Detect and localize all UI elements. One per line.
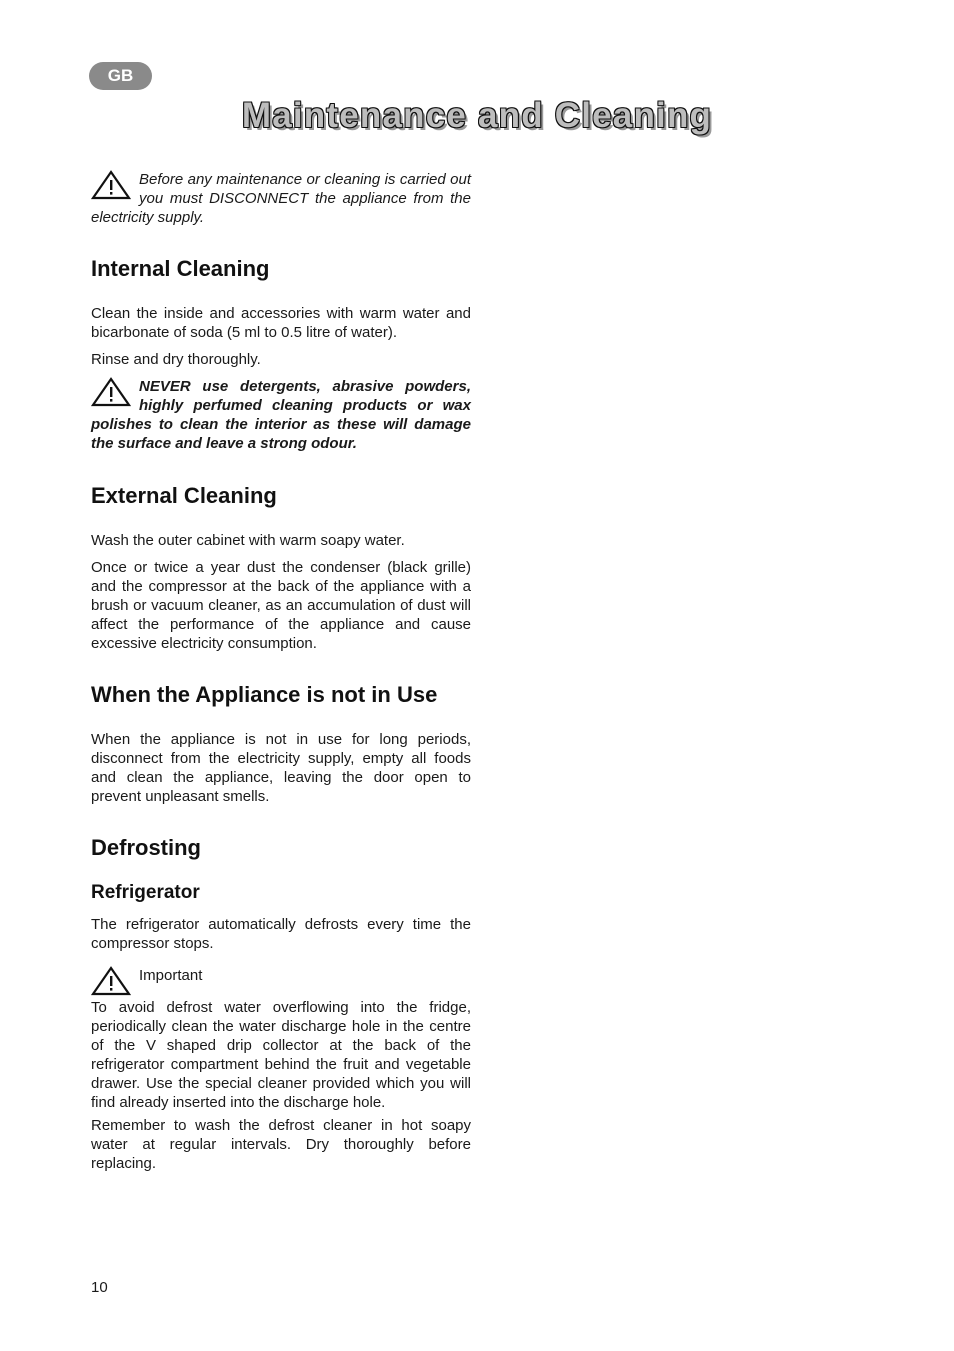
defrosting-text-2: To avoid defrost water overflowing into the fridge, periodically clean the water discharge hole in the centre of the V shaped drip collector at the back of the refrigerator compartment behind the fruit and vegetable drawer. Use the special cleaner provided which you will find already inserted into the discharge hole. <box>91 999 471 1111</box>
important-note <box>91 966 471 998</box>
detergent-warning <box>91 377 471 453</box>
external-cleaning-text-1: Wash the outer cabinet with warm soapy water. <box>91 532 405 549</box>
detergent-warning-text: NEVER use detergents, abrasive powders, highly perfumed cleaning products or wax polishes to clean the interior as these will damage the surface and leave a strong odour. <box>91 378 471 452</box>
internal-cleaning-text-1: Clean the inside and accessories with warm water and bicarbonate of soda (5 ml to 0.5 litre of water). <box>91 305 471 341</box>
defrosting-text-3: Remember to wash the defrost cleaner in hot soapy water at regular intervals. Dry thoroughly before replacing. <box>91 1117 471 1172</box>
important-label: Important <box>139 967 203 984</box>
warning-triangle-icon <box>91 966 131 996</box>
internal-cleaning-heading: Internal Cleaning <box>91 256 270 281</box>
not-in-use-heading: When the Appliance is not in Use <box>91 682 438 707</box>
not-in-use-section <box>91 730 471 806</box>
page-number: 10 <box>91 1279 108 1296</box>
disconnect-warning-text: Before any maintenance or cleaning is carried out you must DISCONNECT the appliance from the electricity supply. <box>91 171 471 226</box>
not-in-use-text: When the appliance is not in use for long periods, disconnect from the electricity supply, empty all foods and clean the appliance, leaving the door open to prevent unpleasant smells. <box>91 731 471 805</box>
external-cleaning-heading: External Cleaning <box>91 483 277 508</box>
warning-triangle-icon <box>91 170 131 200</box>
external-cleaning-section <box>91 531 471 653</box>
internal-cleaning-text-2: Rinse and dry thoroughly. <box>91 351 261 368</box>
defrosting-section <box>91 915 471 1173</box>
internal-cleaning-section <box>91 304 471 453</box>
language-badge: GB <box>89 62 152 90</box>
defrosting-text-1: The refrigerator automatically defrosts every time the compressor stops. <box>91 916 471 952</box>
external-cleaning-text-2: Once or twice a year dust the condenser (black grille) and the compressor at the back of the appliance with a brush or vacuum cleaner, as an accumulation of dust will affect the performance of the appliance and cause excessive electricity consumption. <box>91 559 471 652</box>
page-title: Maintenance and Cleaning <box>241 96 713 135</box>
defrosting-heading: Defrosting <box>91 835 201 860</box>
disconnect-warning <box>91 170 471 227</box>
warning-triangle-icon <box>91 377 131 407</box>
refrigerator-subheading: Refrigerator <box>91 882 200 903</box>
